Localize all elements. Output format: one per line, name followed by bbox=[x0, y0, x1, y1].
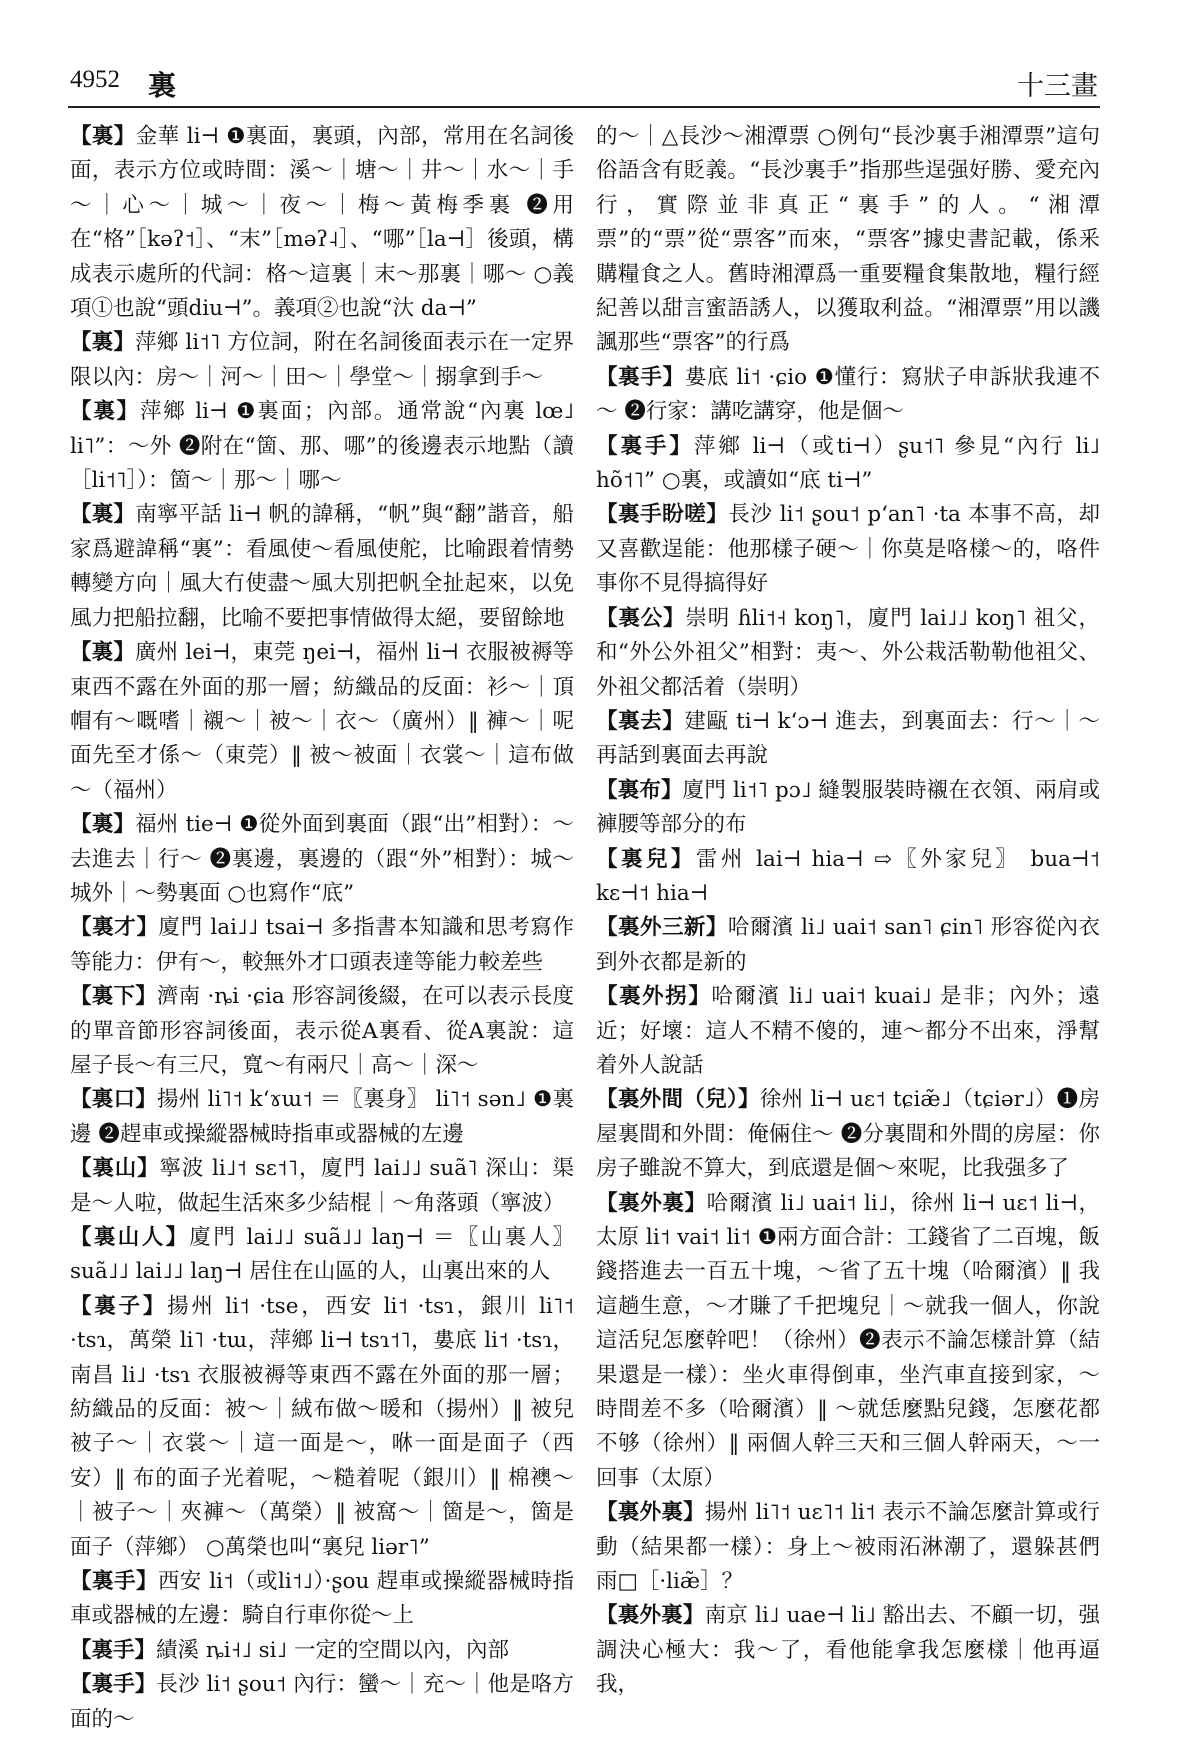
entry-headword: 【裏山人】 bbox=[70, 1225, 190, 1250]
entry-definition: 福州 tie⊣ ❶從外面到裏面（跟“出”相對）：～去進去｜行～ ❷裏邊，裏邊的（跟“外”相對）：城～城外｜～勢裏面 ○也寫作“底” bbox=[70, 812, 574, 906]
entry-headword: 【裏手】 bbox=[70, 1672, 157, 1698]
entry-headword: 【裏才】 bbox=[70, 915, 159, 941]
entry-headword: 【裏外間（兒）】 bbox=[596, 1087, 760, 1113]
dictionary-entry bbox=[70, 980, 574, 1083]
entry-headword: 【裏下】 bbox=[70, 984, 157, 1010]
entry-headword: 【裏手盼嗟】 bbox=[596, 502, 729, 528]
entry-headword: 【裏】 bbox=[70, 502, 136, 528]
entry-headword: 【裏手】 bbox=[70, 1637, 157, 1663]
entry-definition: 廈門 lai˩˩ suã˩˩ laŋ⊣ ＝〖山裏人〗 suã˩˩ lai˩˩ laŋ⊣ 居住在山區的人，山裏出來的人 bbox=[70, 1225, 574, 1285]
entry-definition: 長沙 li˦ ʂou˦ pʻan˥ ·ta 本事不高，却又喜歡逞能：他那樣子硬～｜你莫是咯樣～的，咯件事你不見得搞得好 bbox=[596, 502, 1100, 597]
entry-definition: 哈爾濱 li˩ uai˦ li˩，徐州 li⊣ uɛ˦ li⊣，太原 li˦ vai˦ li˦ ❶兩方面合計：工錢省了二百塊，飯錢搭進去一百五十塊，～省了五十塊（哈爾濱）‖ 我這趟生意，～才賺了千把塊兒｜～就我一個人，你說這活兒怎麼幹吧！（徐州）❷表示不論怎樣計算（結果還是一樣）：坐火車得倒車，坐汽車直接到家，～時間差不多（哈爾濱）‖ ～就恁麼點兒錢，怎麼花都不够（徐州）‖ 兩個人幹三天和三個人幹兩天，～一回事（太原） bbox=[596, 1190, 1100, 1491]
dictionary-entry bbox=[596, 705, 1100, 774]
dictionary-entry bbox=[596, 911, 1100, 980]
entry-definition: 廣州 lei⊣，東莞 ŋei⊣，福州 li⊣ 衣服被褥等東西不露在外面的那一層；紡織品的反面：衫～｜頂帽有～嘅嗜｜襯～｜被～｜衣～（廣州）‖ 褲～｜呢面先至才係～（東莞）‖ 被～被面｜衣裳～｜這布做～（福州） bbox=[70, 640, 574, 803]
entry-headword: 【裏外裏】 bbox=[596, 1500, 705, 1526]
entry-definition: 金華 li⊣ ❶裏面，裏頭，內部，常用在名詞後面，表示方位或時間：溪～｜塘～｜井～｜水～｜手～｜心～｜城～｜夜～｜梅～黃梅季裏 ❷用在“格”［kəʔ˦］、“末”［məʔ˨］、“哪”［la⊣］後頭，構成表示處所的代詞：格～這裏｜末～那裏｜哪～ ○義項①也說“頭diu⊣”。義項②也說“汏 da⊣” bbox=[70, 124, 574, 322]
dictionary-entry bbox=[596, 498, 1100, 601]
entry-definition: 萍鄉 li⊣（或ti⊣）ʂu˦˥ 參見“內行 li˩ hõ˦˥” ○裏，或讀如“底 ti⊣” bbox=[596, 433, 1100, 494]
entry-headword: 【裏布】 bbox=[596, 777, 683, 803]
dictionary-entry bbox=[70, 636, 574, 808]
entry-headword: 【裏外拐】 bbox=[596, 984, 712, 1010]
dictionary-entry bbox=[596, 843, 1100, 912]
entry-definition: 廈門 li˦˥ pɔ˩ 縫製服裝時襯在衣領、兩肩或褲腰等部分的布 bbox=[596, 777, 1100, 838]
entry-headword: 【裏去】 bbox=[596, 708, 685, 734]
entry-definition: 徐州 li⊣ uɛ˦ tɕiæ̃˩（tɕiər˩）❶房屋裏間和外間：俺倆住～ ❷分裏間和外間的房屋：你房子雖說不算大，到底還是個～來呢，比我强多了 bbox=[596, 1087, 1100, 1182]
entry-headword: 【裏口】 bbox=[70, 1087, 158, 1113]
dictionary-entry bbox=[596, 1083, 1100, 1186]
entry-definition: 萍鄉 li⊣ ❶裏面；內部。通常說“內裏 lœ˩ li˥”：～外 ❷附在“箇、那、哪”的後邊表示地點（讀［li˦˥］）：箇～｜那～｜哪～ bbox=[70, 399, 574, 494]
dictionary-entry bbox=[596, 602, 1100, 705]
dictionary-entry bbox=[70, 1290, 574, 1565]
entry-definition: 建甌 ti⊣ kʻɔ⊣ 進去，到裏面去：行～｜～再話到裏面去再說 bbox=[596, 708, 1100, 769]
dictionary-entry bbox=[596, 361, 1100, 430]
entry-headword: 【裏】 bbox=[70, 330, 136, 356]
dictionary-entry bbox=[70, 1221, 574, 1290]
dictionary-entry bbox=[70, 120, 574, 326]
dictionary-entry bbox=[70, 395, 574, 498]
entry-definition: 崇明 ɦli˦˧ koŋ˥，廈門 lai˩˩ koŋ˥ 祖父，和“外公外祖父”相對：夷～、外公栽活勒勒他祖父、外祖父都活着（崇明） bbox=[596, 605, 1100, 700]
entry-headword: 【裏外裏】 bbox=[596, 1603, 705, 1629]
entry-definition: 婁底 li˦ ·ɕio ❶懂行：寫狀子申訴狀我連不～ ❷行家：講吃講穿，他是個～ bbox=[596, 364, 1100, 425]
entry-definition: 南京 li˩ uae⊣ li˩ 豁出去、不顧一切，强調決心極大：我～了，看他能拿我怎麼樣｜他再逼我， bbox=[596, 1603, 1100, 1698]
dictionary-entry bbox=[596, 430, 1100, 499]
entry-headword: 【裏外裏】 bbox=[596, 1190, 707, 1216]
dictionary-entry bbox=[70, 808, 574, 911]
dictionary-entry bbox=[596, 774, 1100, 843]
dictionary-entry bbox=[596, 1599, 1100, 1702]
section-stroke-count: 十三畫 bbox=[1017, 71, 1098, 102]
entry-definition: 揚州 li˥˦ kʻɤɯ˦ ＝〖裏身〗 li˥˦ sən˩ ❶裏邊 ❷趕車或操縱器械時指車或器械的左邊 bbox=[70, 1087, 574, 1147]
right-column bbox=[596, 120, 1100, 1700]
entry-headword: 【裏外三新】 bbox=[596, 915, 728, 941]
entry-headword: 【裏山】 bbox=[70, 1156, 160, 1182]
entry-headword: 【裏手】 bbox=[70, 1569, 158, 1595]
entry-headword: 【裏手】 bbox=[596, 433, 694, 459]
entry-headword: 【裏】 bbox=[70, 124, 136, 149]
entry-headword: 【裏公】 bbox=[596, 605, 686, 631]
page-header bbox=[70, 66, 1098, 102]
dictionary-entry bbox=[70, 498, 574, 636]
dictionary-entry bbox=[70, 911, 574, 980]
entry-headword: 【裏兒】 bbox=[596, 846, 696, 872]
entry-definition: 濟南 ·ȵi ·ɕia 形容詞後綴，在可以表示長度的單音節形容詞後面，表示從A裏看、從A裏說：這屋子長～有三尺，寬～有兩尺｜高～｜深～ bbox=[70, 984, 574, 1078]
dictionary-entry bbox=[70, 1083, 574, 1152]
entry-headword: 【裏】 bbox=[70, 399, 140, 425]
page-number: 4952 bbox=[70, 66, 120, 93]
dictionary-entry bbox=[596, 1187, 1100, 1497]
dictionary-entry bbox=[596, 120, 1100, 361]
entry-definition: 揚州 li˦ ·tse，西安 li˦ ·tsɿ，銀川 li˥˦ ·tsɿ，萬榮 li˥ ·tɯ，萍鄉 li⊣ tsɿ˦˥，婁底 li˦ ·tsɿ，南昌 li˩ ·tsɿ 衣服被褥等東西不露在外面的那一層；紡織品的反面：被～｜絨布做～暖和（揚州）‖ 被兒被子～｜衣裳～｜這一面是～，咻一面是面子（西安）‖ 布的面子光着呢，～糙着呢（銀川）‖ 棉襖～｜被子～｜夾褲～（萬榮）‖ 被窩～｜箇是～，箇是面子（萍鄉） ○萬榮也叫“裏兒 liər˥” bbox=[70, 1293, 574, 1560]
entry-definition: 績溪 ȵi˧˩ si˩ 一定的空間以內，內部 bbox=[156, 1637, 509, 1663]
dictionary-entry bbox=[70, 1668, 574, 1737]
entry-definition: 哈爾濱 li˩ uai˦ kuai˩ 是非；內外；遠近；好壞：這人不精不傻的，連～都分不出來，淨幫着外人說話 bbox=[596, 984, 1100, 1078]
entry-headword: 【裏】 bbox=[70, 812, 136, 838]
entry-headword: 【裏子】 bbox=[70, 1293, 168, 1319]
entry-definition: 長沙 li˦ ʂou˦ 內行：蠻～｜充～｜他是咯方面的～ bbox=[70, 1672, 574, 1732]
entry-definition: 雷州 lai⊣ hia⊣ ⇨〖外家兒〗 bua⊣˦ kɛ⊣˦ hia⊣ bbox=[596, 846, 1100, 906]
entry-definition: 揚州 li˥˦ uɛ˥˦ li˦ 表示不論怎麼計算或行動（結果都一樣）：身上～被雨沰淋潮了，還躲甚們雨□［·liæ̃］？ bbox=[596, 1500, 1100, 1595]
header-head-character: 裏 bbox=[148, 69, 177, 102]
dictionary-entry bbox=[70, 1152, 574, 1221]
entry-definition: 西安 li˦（或li˦˩）·ʂou 趕車或操縱器械時指車或器械的左邊：騎自行車你從～上 bbox=[70, 1569, 574, 1629]
entry-definition: 寧波 li˩˦ sɛ˦˥，廈門 lai˩˩ suã˥ 深山：渠是～人啦，做起生活來多少結棍｜～角落頭（寧波） bbox=[70, 1156, 574, 1216]
header-rule bbox=[68, 106, 1100, 108]
left-column bbox=[70, 120, 574, 1732]
entry-definition: 的～｜△長沙～湘潭票 ○例句“長沙裏手湘潭票”這句俗語含有貶義。“長沙裏手”指那些逞强好勝、愛充內行，實際並非真正“裏手”的人。“湘潭票”的“票”從“票客”而來，“票客”據史書記載，係釆購糧食之人。舊時湘潭爲一重要糧食集散地，糧行經紀善以甜言蜜語誘人，以獲取利益。“湘潭票”用以譏諷那些“票客”的行爲 bbox=[596, 124, 1100, 356]
entry-definition: 廈門 lai˩˩ tsai⊣ 多指書本知識和思考寫作等能力：伊有～，較無外才口頭表達等能力較差些 bbox=[70, 915, 574, 975]
dictionary-entry bbox=[596, 1496, 1100, 1599]
dictionary-entry bbox=[70, 326, 574, 395]
entry-definition: 萍鄉 li˦˥ 方位詞，附在名詞後面表示在一定界限以內：房～｜河～｜田～｜學堂～｜搦拿到手～ bbox=[70, 330, 574, 390]
entry-headword: 【裏】 bbox=[70, 640, 136, 666]
dictionary-entry bbox=[70, 1565, 574, 1634]
dictionary-entry bbox=[70, 1634, 574, 1668]
entry-definition: 哈爾濱 li˩ uai˦ san˥ ɕin˥ 形容從內衣到外衣都是新的 bbox=[596, 915, 1100, 975]
entry-definition: 南寧平話 li⊣ 帆的諱稱，“帆”與“翻”諧音，船家爲避諱稱“裏”：看風使～看風使舵，比喻跟着情勢轉變方向｜風大冇使盡～風大別把帆全扯起來，以免風力把船拉翻，比喻不要把事情做得太絕，要留餘地 bbox=[70, 502, 574, 631]
entry-headword: 【裏手】 bbox=[596, 364, 685, 390]
dictionary-entry bbox=[596, 980, 1100, 1083]
